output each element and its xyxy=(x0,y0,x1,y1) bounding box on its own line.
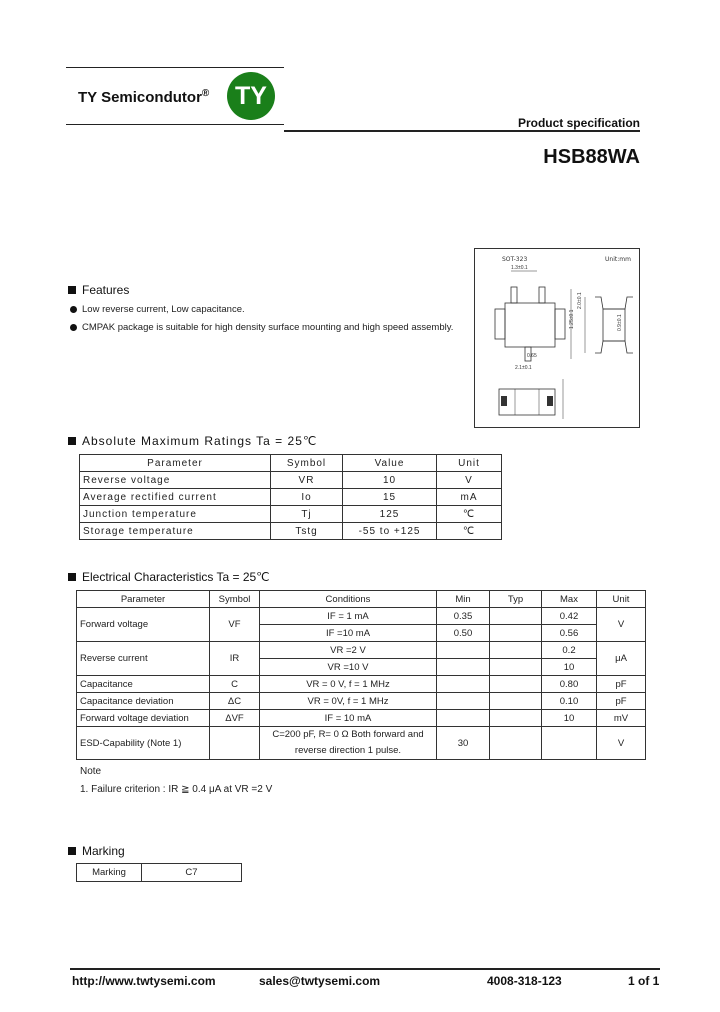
ec-table xyxy=(76,590,646,760)
amr-table xyxy=(79,454,502,540)
ec-header-row: Parameter Symbol Conditions Min Typ Max Unit xyxy=(77,591,646,608)
square-bullet-icon xyxy=(68,437,76,445)
table-row: Forward voltage deviation ΔVF IF = 10 mA 10 mV xyxy=(77,710,646,727)
dot-bullet-icon xyxy=(70,306,77,313)
footer-rule xyxy=(70,968,660,970)
ty-logo: TY xyxy=(227,72,275,120)
table-row: Capacitance C VR = 0 V, f = 1 MHz 0.80 pF xyxy=(77,676,646,693)
table-row: IF =10 mA 0.50 0.56 xyxy=(77,625,646,642)
amr-heading: Absolute Maximum Ratings Ta = 25℃ xyxy=(68,434,317,448)
footer-url[interactable]: http://www.twtysemi.com xyxy=(72,974,216,988)
table-row: Reverse voltage VR 10 V xyxy=(80,472,502,489)
svg-text:2.0±0.1: 2.0±0.1 xyxy=(577,292,583,309)
table-row: Storage temperature Tstg -55 to +125 ℃ xyxy=(80,523,502,540)
header-right-rule xyxy=(284,130,640,132)
amr-header-row: Parameter Symbol Value Unit xyxy=(80,455,502,472)
table-row: VR =10 V 10 xyxy=(77,659,646,676)
table-row: Marking C7 xyxy=(77,864,242,882)
brand-name: TY Semicondutor® xyxy=(78,88,210,106)
page-number: 1 of 1 xyxy=(628,974,660,988)
square-bullet-icon xyxy=(68,573,76,581)
header-mid-rule xyxy=(66,124,284,125)
table-row: Junction temperature Tj 125 ℃ xyxy=(80,506,502,523)
ec-heading: Electrical Characteristics Ta = 25℃ xyxy=(68,570,270,584)
spec-title: Product specification xyxy=(517,116,640,130)
svg-text:0.9±0.1: 0.9±0.1 xyxy=(617,314,623,331)
table-row: Average rectified current Io 15 mA xyxy=(80,489,502,506)
package-drawing xyxy=(474,248,640,428)
marking-table xyxy=(76,863,242,882)
marking-heading: Marking xyxy=(68,844,125,858)
footer-phone: 4008-318-123 xyxy=(487,974,562,988)
svg-text:0.65: 0.65 xyxy=(527,353,537,359)
feature-item: CMPAK package is suitable for high density surface mounting and high speed assembly. xyxy=(70,322,453,333)
table-row: Forward voltage VF IF = 1 mA 0.35 0.42 V xyxy=(77,608,646,625)
feature-item: Low reverse current, Low capacitance. xyxy=(70,304,245,315)
table-row: Reverse current IR VR =2 V 0.2 μA xyxy=(77,642,646,659)
square-bullet-icon xyxy=(68,286,76,294)
dim-label: 1.3±0.1 xyxy=(511,265,528,271)
square-bullet-icon xyxy=(68,847,76,855)
features-heading: Features xyxy=(68,283,129,297)
svg-text:1.25±0.1: 1.25±0.1 xyxy=(569,309,575,329)
part-number: HSB88WA xyxy=(543,146,640,168)
header-top-rule xyxy=(66,67,284,68)
footer-email[interactable]: sales@twtysemi.com xyxy=(259,974,381,988)
table-row: ESD-Capability (Note 1) C=200 pF, R= 0 Ω Both forward and reverse direction 1 pulse. 30 V xyxy=(77,727,646,760)
package-unit: Unit:mm xyxy=(605,256,631,263)
table-row: Capacitance deviation ΔC VR = 0V, f = 1 MHz 0.10 pF xyxy=(77,693,646,710)
package-name: SOT-323 xyxy=(502,256,528,263)
dot-bullet-icon xyxy=(70,324,77,331)
package-outline-svg xyxy=(475,249,639,427)
svg-text:2.1±0.1: 2.1±0.1 xyxy=(515,365,532,371)
note-text: 1. Failure criterion : IR ≧ 0.4 μA at VR =2 V xyxy=(80,784,273,795)
note-title: Note xyxy=(80,766,102,777)
